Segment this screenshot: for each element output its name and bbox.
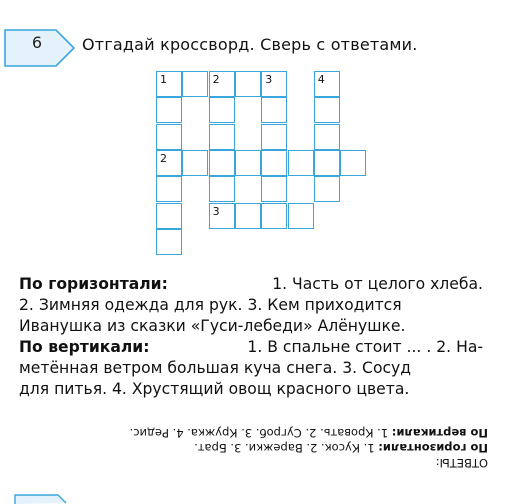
crossword-cell-number: 2 (160, 151, 167, 165)
crossword-cell (156, 229, 182, 255)
crossword-cell (340, 150, 366, 176)
crossword-cell-number: 2 (212, 73, 220, 86)
crossword-cell (182, 71, 208, 97)
crossword-cell (261, 176, 287, 202)
answers-block (18, 425, 488, 470)
crossword-cell (156, 124, 182, 150)
crossword-cell (156, 150, 182, 176)
clue-line-2: 2. Зимняя одежда для рук. 3. Кем приходится (19, 296, 402, 314)
crossword-cell (209, 176, 235, 202)
crossword-cell (261, 203, 287, 229)
crossword-cell (156, 71, 182, 97)
crossword-cell (235, 71, 261, 97)
horizontal-clue-text-1: 1. Часть от целого хлеба. (272, 275, 483, 293)
task-title: Отгадай кроссворд. Сверь с ответами. (82, 35, 418, 54)
clue-line-4 (19, 337, 483, 358)
crossword-cell (314, 71, 340, 97)
crossword-cell (261, 97, 287, 123)
answers-title: ОТВЕТЫ: (435, 456, 488, 470)
crossword-cell (314, 150, 340, 176)
answers-vertical-text: 1. Кровать. 2. Сугроб. 3. Кружка. 4. Редис. (129, 426, 389, 440)
answers-horizontal (18, 440, 488, 455)
crossword-cell (314, 176, 340, 202)
crossword-cell (288, 203, 314, 229)
crossword-cell-number: 3 (265, 73, 273, 86)
answers-vertical (18, 425, 488, 440)
crossword-cell (314, 124, 340, 150)
crossword-cell (235, 203, 261, 229)
crossword-cell (182, 150, 208, 176)
crossword-cell (235, 150, 261, 176)
crossword-cell (261, 124, 287, 150)
clue-line-1 (19, 274, 483, 295)
crossword-cell (288, 150, 314, 176)
clue-line-5: метённая ветром большая куча снега. 3. Сосуд (19, 359, 412, 377)
crossword-cell (156, 203, 182, 229)
crossword-cell (261, 150, 287, 176)
next-task-badge (14, 494, 74, 504)
crossword-cell (314, 97, 340, 123)
crossword-cell (209, 150, 235, 176)
vertical-label: По вертикали: (19, 338, 150, 356)
crossword-cell (156, 97, 182, 123)
crossword-cell (209, 71, 235, 97)
clue-line-3: Иванушка из сказки «Гуси-лебеди» Алёнушке. (19, 317, 406, 335)
crossword-cell (156, 176, 182, 202)
horizontal-label: По горизонтали: (19, 275, 168, 293)
vertical-clue-text-1: 1. В спальне стоит ... . 2. На- (247, 338, 483, 356)
crossword-cell (209, 203, 235, 229)
crossword-cell (209, 124, 235, 150)
crossword-cell-number: 4 (317, 73, 325, 86)
clue-line-6: для питья. 4. Хрустящий овощ красного цвета. (19, 380, 410, 398)
crossword-cell-number: 3 (212, 204, 220, 218)
crossword-cell-number: 1 (160, 73, 167, 86)
clues-block (19, 274, 483, 400)
answers-horizontal-label: По горизонтали: (378, 441, 488, 455)
crossword-cell (209, 97, 235, 123)
answers-vertical-label: По вертикали: (391, 426, 488, 440)
answers-horizontal-text: 1. Кусок. 2. Варежки. 3. Брат. (194, 441, 375, 455)
crossword-cell (261, 71, 287, 97)
task-number: 6 (31, 33, 43, 52)
